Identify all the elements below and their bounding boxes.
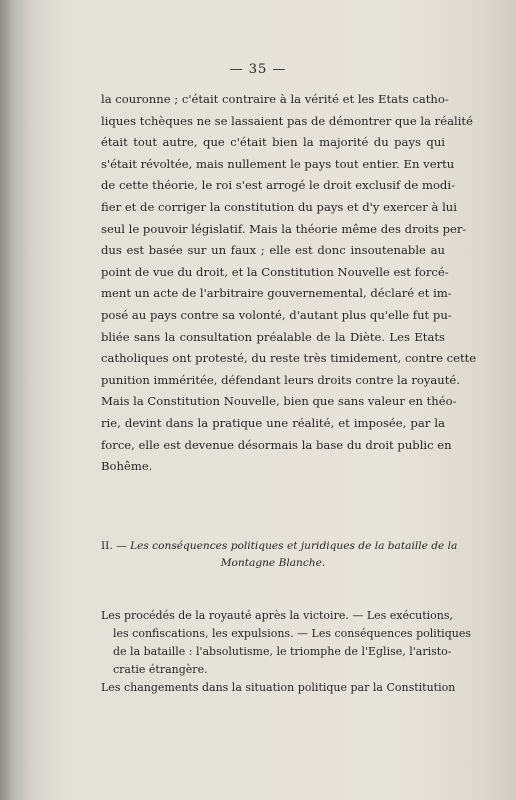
summary-line: de la bataille : l'absolutisme, le triomphe de l'Eglise, l'aristo- bbox=[113, 645, 452, 658]
page-number: — 35 — bbox=[229, 62, 287, 77]
text-line: de cette théorie, le roi s'est arrogé le droit exclusif de modi- bbox=[101, 178, 455, 193]
text-line: punition imméritée, défendant leurs droits contre la royauté. bbox=[101, 372, 460, 387]
section-title-line2: Montagne Blanche. bbox=[220, 557, 326, 569]
summary-line: les confiscations, les expulsions. — Les conséquences politiques bbox=[113, 627, 471, 640]
text-line: Bohême. bbox=[101, 459, 153, 474]
text-line: force, elle est devenue désormais la base du droit public en bbox=[101, 437, 452, 452]
text-line: était tout autre, que c'était bien la majorité du pays qui bbox=[101, 135, 445, 150]
summary-line: Les changements dans la situation politique par la Constitution bbox=[101, 681, 456, 694]
text-line: seul le pouvoir législatif. Mais la théorie même des droits per- bbox=[101, 221, 467, 236]
summary-line: Les procédés de la royauté après la victoire. — Les exécutions, bbox=[101, 609, 454, 622]
text-line: dus est basée sur un faux ; elle est donc insoutenable au bbox=[101, 243, 445, 258]
section-title-line1: Les conséquences politiques et juridiques de la bataille de la bbox=[130, 540, 458, 552]
text-line: ment un acte de l'arbitraire gouvernemental, déclaré et im- bbox=[101, 286, 452, 301]
text-line: bliée sans la consultation préalable de la Diète. Les Etats bbox=[101, 329, 445, 344]
text-line: posé au pays contre sa volonté, d'autant plus qu'elle fut pu- bbox=[101, 307, 452, 322]
body-paragraph bbox=[101, 89, 477, 478]
text-line: point de vue du droit, et la Constitution Nouvelle est forcé- bbox=[101, 264, 449, 279]
text-line: liques tchèques ne se lassaient pas de démontrer que la réalité bbox=[101, 113, 473, 128]
section-number: II. — bbox=[101, 540, 127, 552]
text-line: Mais la Constitution Nouvelle, bien que sans valeur en théo- bbox=[101, 394, 457, 409]
text-line: rie, devint dans la pratique une réalité, et imposée, par la bbox=[101, 415, 445, 430]
section-heading bbox=[101, 538, 458, 572]
text-line: catholiques ont protesté, du reste très timidement, contre cette bbox=[101, 351, 477, 366]
text-line: fier et de corriger la constitution du pays et d'y exercer à lui bbox=[101, 199, 457, 214]
section-summary bbox=[101, 607, 471, 697]
summary-line: cratie étrangère. bbox=[113, 663, 208, 676]
section-heading-line bbox=[101, 538, 458, 555]
text-line: la couronne ; c'était contraire à la vérité et les Etats catho- bbox=[101, 92, 449, 106]
text-line: s'était révoltée, mais nullement le pays tout entier. En vertu bbox=[101, 156, 455, 171]
